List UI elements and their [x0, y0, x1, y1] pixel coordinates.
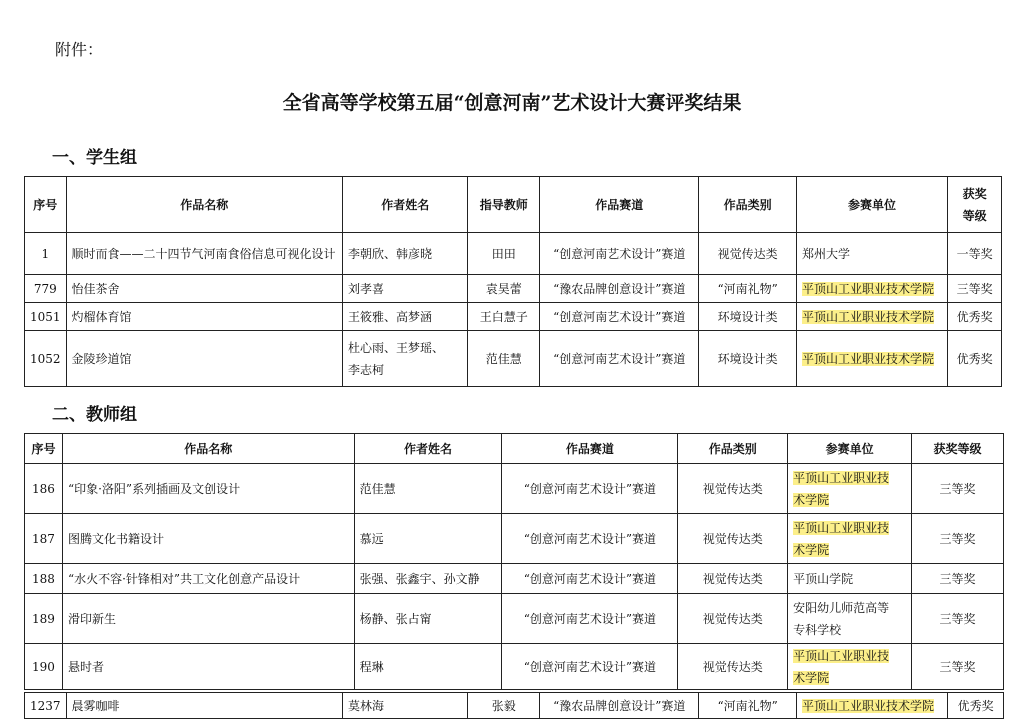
row-category: 视觉传达类 [699, 233, 797, 275]
row-no: 1 [25, 233, 67, 275]
header-award: 获奖等级 [912, 434, 1004, 464]
row-advisor: 田田 [468, 233, 540, 275]
row-author [343, 331, 468, 387]
unit-highlight: 平顶山工业职业技术学院 [801, 352, 934, 366]
row-award: 三等奖 [912, 644, 1004, 690]
row-unit [788, 514, 912, 564]
row-award: 三等奖 [912, 464, 1004, 514]
table-row [25, 233, 1002, 275]
table-row [25, 564, 1004, 594]
header-category: 作品类别 [678, 434, 788, 464]
row-no: 779 [25, 275, 67, 303]
header-award-line2: 等级 [962, 208, 987, 223]
row-no: 188 [25, 564, 63, 594]
row-track: “豫农品牌创意设计”赛道 [540, 275, 699, 303]
row-advisor: 范佳慧 [468, 331, 540, 387]
row-author: 慕远 [354, 514, 502, 564]
row-track: “创意河南艺术设计”赛道 [502, 594, 678, 644]
row-work: 灼榴体育馆 [66, 303, 342, 331]
table-row [25, 644, 1004, 690]
row-author: 王筱雅、高梦涵 [343, 303, 468, 331]
row-award: 三等奖 [948, 275, 1002, 303]
table-row [25, 514, 1004, 564]
teacher-table [24, 433, 1004, 690]
row-no: 1237 [25, 693, 67, 719]
unit-line1: 安阳幼儿师范高等 [793, 600, 890, 615]
row-award: 三等奖 [912, 594, 1004, 644]
unit-highlight-line1: 平顶山工业职业技 [793, 648, 890, 663]
row-no: 187 [25, 514, 63, 564]
header-track: 作品赛道 [540, 177, 699, 233]
table-row [25, 303, 1002, 331]
row-author: 莫林海 [343, 693, 468, 719]
table-row [25, 464, 1004, 514]
row-unit [788, 464, 912, 514]
row-category: “河南礼物” [699, 693, 797, 719]
unit-highlight-line2: 术学院 [793, 542, 830, 557]
header-unit: 参赛单位 [796, 177, 947, 233]
row-work: 悬时者 [62, 644, 354, 690]
row-unit: 平顶山学院 [788, 564, 912, 594]
attachment-label: 附件： [55, 40, 104, 59]
row-no: 190 [25, 644, 63, 690]
row-track: “创意河南艺术设计”赛道 [502, 564, 678, 594]
header-award-line1: 获奖 [962, 186, 987, 201]
row-unit [788, 644, 912, 690]
row-unit [796, 275, 947, 303]
student-section-heading: 一、学生组 [52, 148, 137, 168]
row-category: 视觉传达类 [678, 644, 788, 690]
header-work: 作品名称 [66, 177, 342, 233]
row-unit [796, 303, 947, 331]
unit-highlight-line1: 平顶山工业职业技 [793, 470, 890, 485]
row-award: 一等奖 [948, 233, 1002, 275]
author-line2: 李志柯 [348, 362, 385, 377]
row-track: “豫农品牌创意设计”赛道 [540, 693, 699, 719]
teacher-section-heading: 二、教师组 [52, 405, 137, 425]
trailing-row-table [24, 692, 1004, 719]
unit-highlight-line2: 术学院 [793, 492, 830, 507]
row-category: 环境设计类 [699, 303, 797, 331]
row-unit: 郑州大学 [796, 233, 947, 275]
row-work: “印象·洛阳”系列插画及文创设计 [62, 464, 354, 514]
teacher-header-row [25, 434, 1004, 464]
row-unit [796, 331, 947, 387]
header-category: 作品类别 [699, 177, 797, 233]
unit-highlight: 平顶山工业职业技术学院 [801, 310, 934, 324]
row-category: 视觉传达类 [678, 594, 788, 644]
unit-highlight: 平顶山工业职业技术学院 [801, 699, 934, 713]
unit-highlight: 平顶山工业职业技术学院 [801, 282, 934, 296]
row-no: 189 [25, 594, 63, 644]
header-author: 作者姓名 [354, 434, 502, 464]
row-author: 范佳慧 [354, 464, 502, 514]
row-advisor: 张毅 [468, 693, 540, 719]
unit-highlight-line2: 术学院 [793, 670, 830, 685]
row-author: 杨静、张占甯 [354, 594, 502, 644]
row-work: 滑印新生 [62, 594, 354, 644]
row-award: 优秀奖 [948, 303, 1002, 331]
row-track: “创意河南艺术设计”赛道 [502, 644, 678, 690]
table-row [25, 693, 1004, 719]
row-award: 三等奖 [912, 564, 1004, 594]
row-work: 怡佳茶舍 [66, 275, 342, 303]
row-work: 金陵珍道馆 [66, 331, 342, 387]
row-category: 视觉传达类 [678, 564, 788, 594]
row-category: 视觉传达类 [678, 464, 788, 514]
row-unit [788, 594, 912, 644]
document-title: 全省高等学校第五届“创意河南”艺术设计大赛评奖结果 [282, 92, 742, 114]
row-advisor: 袁昊蕾 [468, 275, 540, 303]
row-author: 张强、张鑫宇、孙文静 [354, 564, 502, 594]
row-track: “创意河南艺术设计”赛道 [540, 303, 699, 331]
row-category: 环境设计类 [699, 331, 797, 387]
row-author: 刘孝喜 [343, 275, 468, 303]
row-track: “创意河南艺术设计”赛道 [540, 233, 699, 275]
row-track: “创意河南艺术设计”赛道 [502, 464, 678, 514]
row-no: 186 [25, 464, 63, 514]
header-award [948, 177, 1002, 233]
row-category: 视觉传达类 [678, 514, 788, 564]
header-author: 作者姓名 [343, 177, 468, 233]
unit-line2: 专科学校 [793, 622, 842, 637]
row-work: 晨雾咖啡 [66, 693, 342, 719]
author-line1: 杜心雨、王梦瑶、 [348, 340, 445, 355]
table-row [25, 594, 1004, 644]
unit-highlight-line1: 平顶山工业职业技 [793, 520, 890, 535]
header-work: 作品名称 [62, 434, 354, 464]
row-track: “创意河南艺术设计”赛道 [540, 331, 699, 387]
row-track: “创意河南艺术设计”赛道 [502, 514, 678, 564]
row-work: 顺时而食——二十四节气河南食俗信息可视化设计 [66, 233, 342, 275]
row-work: “水火不容·针锋相对”共工文化创意产品设计 [62, 564, 354, 594]
row-award: 优秀奖 [948, 693, 1004, 719]
header-advisor: 指导教师 [468, 177, 540, 233]
row-unit [796, 693, 947, 719]
header-no: 序号 [25, 434, 63, 464]
row-author: 李朝欣、韩彦晓 [343, 233, 468, 275]
row-advisor: 王白慧子 [468, 303, 540, 331]
row-no: 1051 [25, 303, 67, 331]
row-no: 1052 [25, 331, 67, 387]
table-row [25, 275, 1002, 303]
header-track: 作品赛道 [502, 434, 678, 464]
header-unit: 参赛单位 [788, 434, 912, 464]
row-award: 优秀奖 [948, 331, 1002, 387]
row-work: 图腾文化书籍设计 [62, 514, 354, 564]
student-header-row [25, 177, 1002, 233]
table-row [25, 331, 1002, 387]
row-author: 程琳 [354, 644, 502, 690]
row-category: “河南礼物” [699, 275, 797, 303]
header-no: 序号 [25, 177, 67, 233]
row-award: 三等奖 [912, 514, 1004, 564]
student-table [24, 176, 1002, 387]
